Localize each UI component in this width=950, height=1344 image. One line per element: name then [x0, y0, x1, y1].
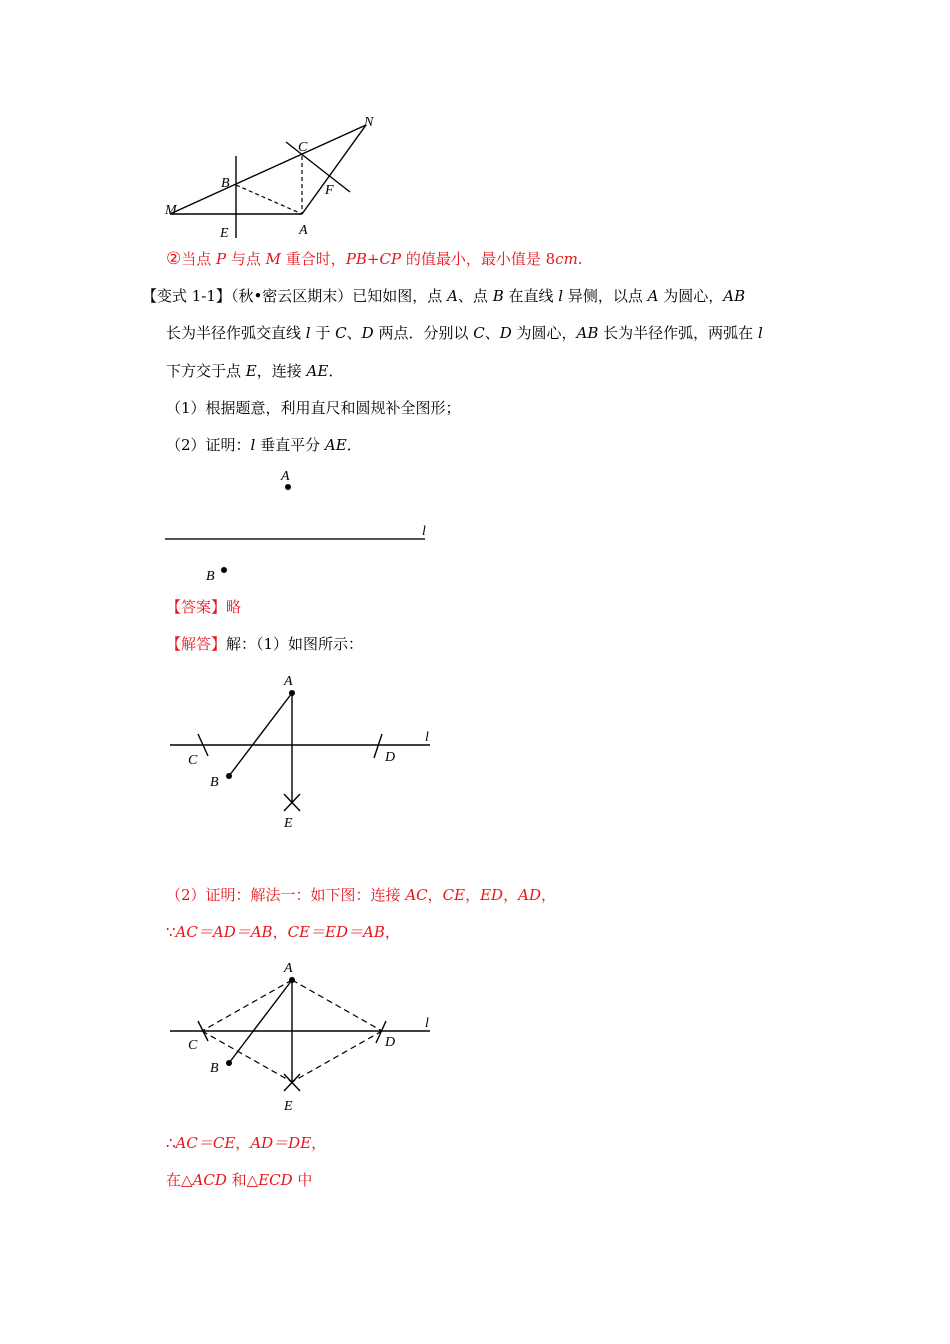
proof-line-4: 在△ACD 和△ECD 中: [166, 1171, 313, 1189]
segment-mn: [170, 125, 366, 214]
label-N: N: [364, 115, 374, 130]
label-C: C: [298, 140, 308, 155]
question-1: （1）根据题意，利用直尺和圆规补全图形；: [166, 399, 461, 417]
conclusion-line: ②当点 P 与点 M 重合时，PB+CP 的值最小，最小值是 8cm.: [166, 249, 583, 269]
figure-mnab: [160, 110, 390, 245]
label-l: l: [425, 730, 429, 745]
point-A: [285, 484, 291, 490]
answer-line: 【答案】略: [166, 598, 242, 616]
answer-label: 【答案】: [166, 598, 227, 616]
label-l: l: [425, 1016, 429, 1031]
label-E: E: [284, 1099, 293, 1114]
proof-line-2: ∵AC＝AD＝AB，CE＝ED＝AB，: [166, 923, 400, 941]
problem-source: （秋•密云区期末）: [230, 287, 353, 305]
point-B: [221, 567, 227, 573]
proof-line-1: （2）证明：解法一：如下图：连接 AC，CE，ED，AD，: [166, 886, 556, 904]
label-C: C: [188, 1038, 198, 1053]
label-A: A: [284, 961, 293, 976]
segment-AB: [229, 980, 292, 1063]
label-D: D: [385, 750, 396, 765]
solution-label: 【解答】: [166, 635, 227, 653]
solution-line: 【解答】解：（1）如图所示：: [166, 635, 364, 653]
label-A: A: [281, 469, 290, 484]
point-B: [226, 1060, 232, 1066]
dashed-AD: [292, 980, 382, 1031]
point-B: [226, 773, 232, 779]
segment-an: [302, 125, 366, 214]
figure-construction: [160, 668, 440, 833]
label-A: A: [284, 674, 293, 689]
segment-AB: [229, 693, 292, 776]
label-B: B: [210, 775, 219, 790]
label-l: l: [422, 524, 426, 539]
arc-D: [374, 734, 382, 758]
proof-line-3: ∴AC＝CE，AD＝DE，: [166, 1134, 327, 1152]
figure-proof: [160, 955, 440, 1120]
label-B: B: [221, 176, 230, 191]
label-M: M: [165, 203, 177, 218]
label-F: F: [325, 183, 334, 198]
line-through-cf: [286, 142, 350, 192]
problem-line-2: 长为半径作弧交直线 l 于 C、D 两点．分别以 C、D 为圆心，AB 长为半径作弧，两弧在 l: [166, 324, 763, 342]
label-E: E: [220, 226, 229, 241]
dashed-bp: [236, 185, 302, 214]
label-D: D: [385, 1035, 396, 1050]
problem-line-1: 【变式 1-1】（秋•密云区期末）已知如图，点 A、点 B 在直线 l 异侧，以点 A 为圆心，AB: [142, 287, 746, 305]
label-E: E: [284, 816, 293, 831]
question-2: （2）证明：l 垂直平分 AE．: [166, 436, 362, 454]
label-B: B: [210, 1061, 219, 1076]
label-A: A: [299, 223, 308, 238]
label-B: B: [206, 569, 215, 584]
problem-label: 【变式 1-1】: [142, 287, 231, 305]
label-C: C: [188, 753, 198, 768]
dashed-DE: [292, 1031, 382, 1082]
figure-problem: [160, 465, 440, 590]
problem-line-3: 下方交于点 E，连接 AE．: [166, 362, 344, 380]
dashed-AC: [202, 980, 292, 1031]
circle-number: ②: [166, 249, 182, 269]
